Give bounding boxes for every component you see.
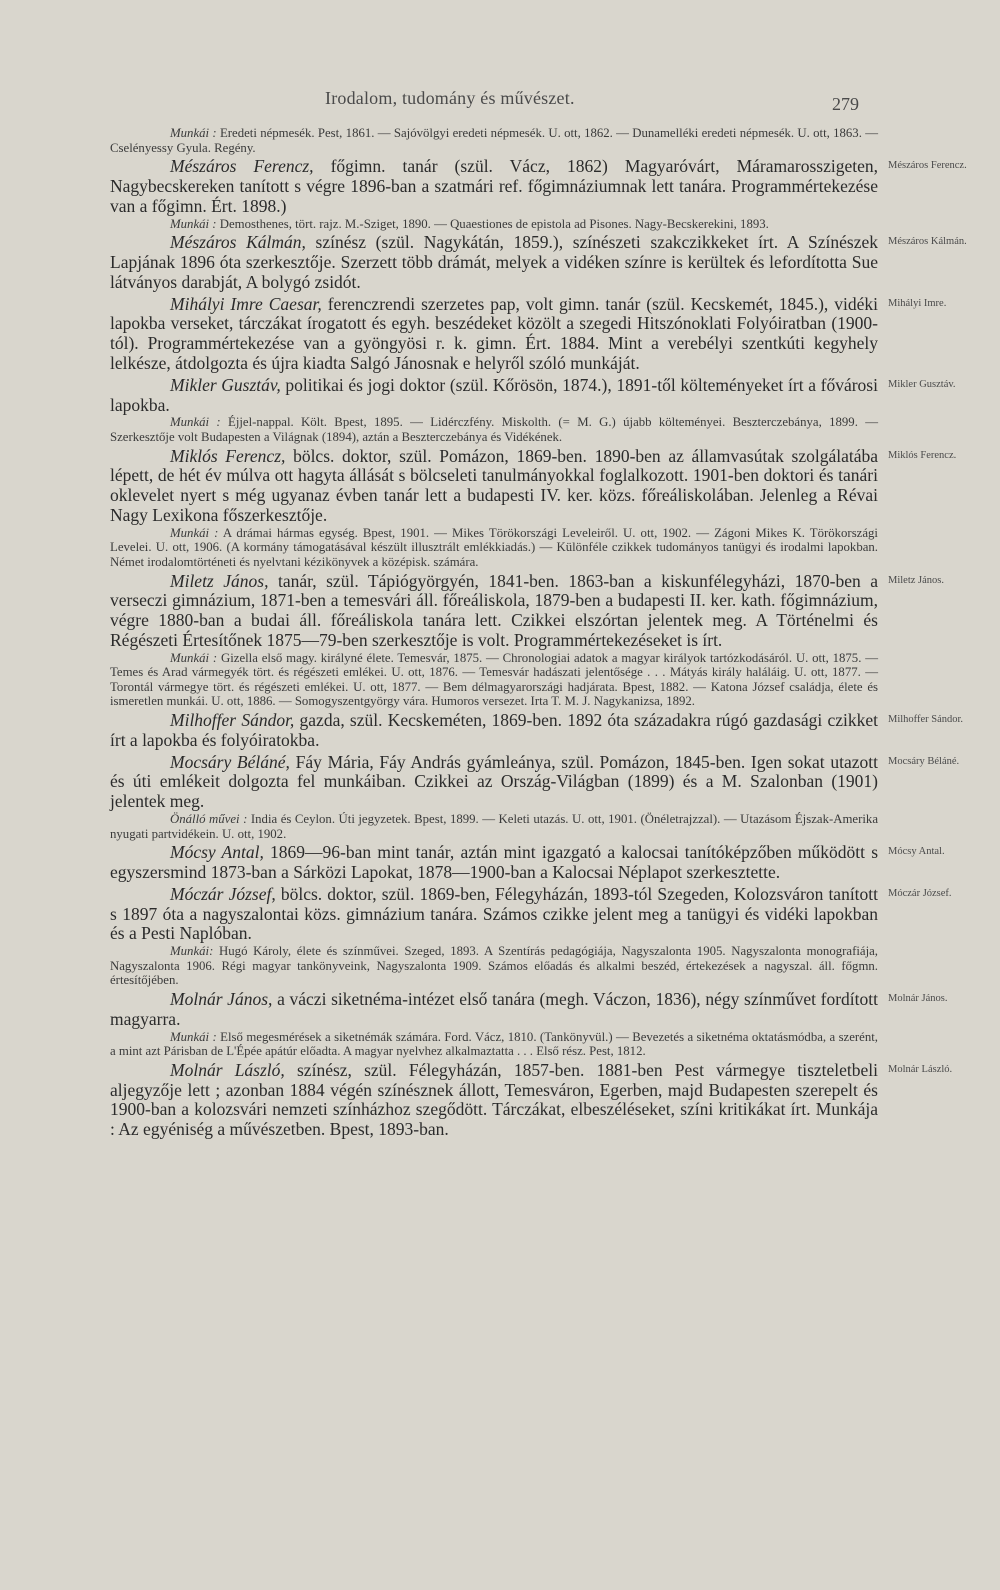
- entry-name: Miklós Ferencz,: [170, 445, 286, 466]
- entry-text: [110, 885, 878, 944]
- works-list: [110, 944, 878, 988]
- entry-milhoffer-sandor: [110, 711, 878, 751]
- works-text: Gizella első magy. királyné élete. Temesvár, 1875. — Chronologiai adatok a magyar királyok tartózkodásáról. U. ott, 1875. — Temes és Arad vármegyék tört. és régészeti emlékei. U. ott, 1876. — Temesvár hadászati jelentősége . . . Mátyás király haláláig. U. ott, 1877. — Torontál vármegye tört. és régészeti emlékei. U. ott, 1877. — Bem délmagyarországi hadjárata. Bpest, 1882. — Katona József családja, élete és ismeretlen munkái. U. ott, 1886. — Somogyszentgyörgy vára. Humoros versezet. Irta T. M. J. Nagykanizsa, 1892.: [110, 650, 878, 709]
- entry-name: Mocsáry Béláné,: [170, 751, 290, 772]
- margin-note: Mihályi Imre.: [888, 297, 947, 309]
- entry-molnar-laszlo: [110, 1061, 878, 1140]
- margin-note: Molnár László.: [888, 1063, 953, 1075]
- works-list: [110, 526, 878, 570]
- entry-text: [110, 843, 878, 883]
- works-label: Munkái :: [170, 1029, 217, 1044]
- margin-note: Móczár József.: [888, 887, 952, 899]
- entry-mocsary-belane: [110, 753, 878, 842]
- entry-body: főgimn. tanár (szül. Vácz, 1862) Magyaróvárt, Máramarosszigeten, Nagybecskereken tanított s végre 1896-ban a szatmári ref. főgimnáziumnak lett tanára. Programmértekezése van a főgimn. Ért. 1898.): [110, 156, 879, 216]
- works-list: [110, 812, 878, 841]
- entry-body: színész, szül. Félegyházán, 1857-ben. 1881-ben Pest vármegye tiszteletbeli aljegyzője lett ; azonban 1884 végén színésznek állott, Temesváron, Egerben, majd Budapesten szerepelt és 1900-ban a kolozsvári nemzeti színházhoz szegődött. Tárczákat, elbeszéléseket, színi kritikákat írt. Munkája : Az egyéniség a művészetben. Bpest, 1893-ban.: [110, 1059, 879, 1140]
- entry-text: [110, 711, 878, 751]
- margin-note: Mészáros Kálmán.: [888, 236, 967, 248]
- page-number: 279: [832, 94, 859, 114]
- entry-mocsy-antal: [110, 843, 878, 883]
- entry-works-continuation: [110, 126, 878, 155]
- works-text: India és Ceylon. Úti jegyzetek. Bpest, 1899. — Keleti utazás. U. ott, 1901. (Önéletrajzzal). — Utazásom Éjszak-Amerika nyugati partvidékein. U. ott, 1902.: [110, 812, 878, 841]
- margin-note: Milhoffer Sándor.: [888, 714, 964, 726]
- entry-body: tanár, szül. Tápiógyörgyén, 1841-ben. 1863-ban a kiskunfélegyházi, 1870-ben a verseczi gimnázium, 1871-ben a temesvári áll. főreáliskola, 1879-ben a budapesti II. ker. kath. főgimnázium, végre 1880-ban a budai áll. főreáliskola tanára lett. Czikkei elszórtan jelentek meg. A Történelmi és Régészeti Értesítőnek 1875—79-ben szerkesztője is volt. Programmértekezéseket is írt.: [110, 570, 879, 650]
- entry-name: Mihályi Imre Caesar,: [170, 293, 322, 314]
- entry-name: Mócsy Antal,: [170, 842, 264, 863]
- entry-body: Fáy Mária, Fáy András gyámleánya, szül. Pomázon, 1845-ben. Igen sokat utazott és úti emlékeit dolgozta fel munkáiban. Czikkei az Ország-Világban (1899) és a M. Szalonban (1901) jelentek meg.: [110, 751, 878, 812]
- entry-name: Mészáros Ferencz,: [170, 156, 314, 177]
- entry-text: [110, 233, 878, 292]
- works-text: Demosthenes, tört. rajz. M.-Sziget, 1890. — Quaestiones de epistola ad Pisones. Nagy-Becskerekini, 1893.: [219, 216, 769, 231]
- entry-text: [110, 447, 878, 526]
- works-label: Munkái :: [170, 650, 218, 665]
- works-list: [110, 126, 878, 155]
- works-label: Munkái :: [170, 525, 219, 540]
- works-text: Hugó Károly, élete és színművei. Szeged, 1893. A Szentírás pedagógiája, Nagyszalonta 1905. Nagyszalonta monografiája, Nagyszalonta 1906. Régi magyar tankönyveink, Nagyszalonta 1909. Számos előadás és alkalmi beszéd, értekezések a nagyszal. áll. főgmn. értesítőjében.: [110, 944, 879, 988]
- entry-miklos-ferencz: [110, 447, 878, 570]
- page-header: [0, 88, 1000, 118]
- works-list: [110, 651, 878, 709]
- works-list: [110, 217, 878, 232]
- margin-note: Mocsáry Béláné.: [888, 755, 960, 767]
- entry-text: [110, 376, 878, 416]
- works-text: Eredeti népmesék. Pest, 1861. — Sajóvölgyi eredeti népmesék. U. ott, 1862. — Dunamelléki eredeti népmesék. U. ott, 1863. — Cselényessy Gyula. Regény.: [110, 126, 878, 155]
- entry-molnar-janos: [110, 990, 878, 1059]
- margin-note: Mikler Gusztáv.: [888, 378, 956, 390]
- works-text: Éjjel-nappal. Költ. Bpest, 1895. — Lidérczfény. Miskolth. (= M. G.) újabb költeményei. Beszterczebánya, 1899. — Szerkesztője volt Budapesten a Világnak (1894), aztán a Beszterczebánya és Vidékének.: [110, 415, 879, 444]
- entry-name: Molnár László,: [170, 1059, 285, 1080]
- entry-name: Milhoffer Sándor,: [170, 710, 295, 731]
- entry-body: politikai és jogi doktor (szül. Kőrösön, 1874.), 1891-től költeményeket írt a fővárosi lapokba.: [110, 374, 878, 415]
- entry-body: színész (szül. Nagykátán, 1859.), színészeti szakczikkeket írt. A Színészek Lapjának 1896 óta szerkesztője. Szerzett több drámát, melyek a vidéken színre is kerültek és lefordította Sue látványos darabját, A bolygó zsidót.: [110, 232, 879, 292]
- works-label: Önálló művei :: [170, 812, 248, 827]
- margin-note: Mócsy Antal.: [888, 846, 945, 858]
- entry-text: [110, 572, 878, 651]
- entry-text: [110, 753, 878, 812]
- works-label: Munkái :: [170, 216, 217, 231]
- entry-name: Miletz János,: [170, 570, 269, 591]
- entry-name: Mészáros Kálmán,: [170, 232, 306, 253]
- entry-text: [110, 295, 878, 374]
- works-list: [110, 415, 878, 444]
- entry-moczar-jozsef: [110, 885, 878, 988]
- works-text: Első megesmérések a siketnémák számára. Ford. Vácz, 1810. (Tankönyvül.) — Bevezetés a siketnéma oktatásmódba, a szerént, a mint azt Párisban de L'Épée apátúr előadta. A magyar nyelvhez alkalmaztatta . . . Első rész. Pest, 1812.: [110, 1029, 879, 1059]
- entry-name: Mikler Gusztáv,: [170, 374, 281, 395]
- entry-body: bölcs. doktor, szül. 1869-ben, Félegyházán, 1893-tól Szegeden, Kolozsváron tanított s 1897 óta a nagyszalontai közs. gimnázium tanára. Számos czikke jelent meg a tanügyi és vidéki lapokban és a Pesti Naplóban.: [110, 883, 879, 944]
- works-label: Munkái:: [170, 944, 214, 959]
- entry-body: 1869—96-ban mint tanár, aztán mint igazgató a kalocsai tanítóképzőben működött s egyszersmind 1873-ban a Sárközi Lapokat, 1878—1900-ban a Kalocsai Néplapot szerkesztette.: [110, 842, 878, 883]
- entry-mikler-gusztav: [110, 376, 878, 445]
- entry-body: gazda, szül. Kecskeméten, 1869-ben. 1892 óta századakra rúgó gazdasági czikket írt a lapokba és folyóiratokba.: [110, 710, 878, 750]
- entry-miletz-janos: [110, 572, 878, 710]
- entry-mihalyi-imre: [110, 295, 878, 374]
- entry-body: bölcs. doktor, szül. Pomázon, 1869-ben. 1890-ben az államvasútak szolgálatába lépett, de hét év múlva ott hagyta állását s bölcseleti tanulmányokkal foglalkozott. 1901-ben doktori és tanári oklevelet nyert s még ugyanaz évben tanár lett a budapesti IV. ker. közs. főreáliskolában. Jelenleg a Révai Nagy Lexikona főszerkesztője.: [110, 445, 879, 525]
- entry-name: Molnár János,: [170, 989, 273, 1009]
- entry-body: ferenczrendi szerzetes pap, volt gimn. tanár (szül. Kecskemét, 1845.), vidéki lapokba verseket, tárczákat írogatott és egyh. beszédeket közölt a szegedi Hitszónoklati Folyóiratban (1900-tól). Programmértekezése van a gyöngyösi r. k. gimn. Ért. 1884. Mint a verebélyi szentkúti kegyhely lelkésze, átdolgozta és újra kiadta Salgó Jánosnak e helyről szóló munkáját.: [110, 293, 878, 373]
- entry-text: [110, 990, 878, 1030]
- margin-note: Miklós Ferencz.: [888, 449, 957, 461]
- entry-meszaros-kalman: [110, 233, 878, 292]
- entry-meszaros-ferencz: [110, 157, 878, 231]
- margin-note: Molnár János.: [888, 993, 948, 1004]
- works-label: Munkái :: [170, 126, 217, 140]
- works-list: [110, 1030, 878, 1059]
- entry-name: Móczár József,: [170, 883, 276, 904]
- entry-text: [110, 157, 878, 216]
- running-title: Irodalom, tudomány és művészet.: [325, 88, 575, 108]
- works-text: A drámai hármas egység. Bpest, 1901. — Mikes Törökországi Leveleiről. U. ott, 1902. — Zágoni Mikes K. Törökországi Levelei. U. ott, 1906. (A kormány támogatásával készült illusztrált emlékkiadás.) — Különféle czikkek tudományos tanügyi és irodalmi lapokban. Német irodalomtörténeti és nyelvtani kézikönyvek a középisk. számára.: [110, 525, 878, 569]
- page-body: [110, 126, 878, 1142]
- margin-note: Miletz János.: [888, 574, 944, 586]
- entry-body: a váczi siketnéma-intézet első tanára (megh. Váczon, 1836), négy színművet fordított magyarra.: [110, 989, 879, 1029]
- works-label: Munkái :: [170, 415, 221, 430]
- entry-text: [110, 1061, 878, 1140]
- margin-note: Mészáros Ferencz.: [888, 160, 967, 172]
